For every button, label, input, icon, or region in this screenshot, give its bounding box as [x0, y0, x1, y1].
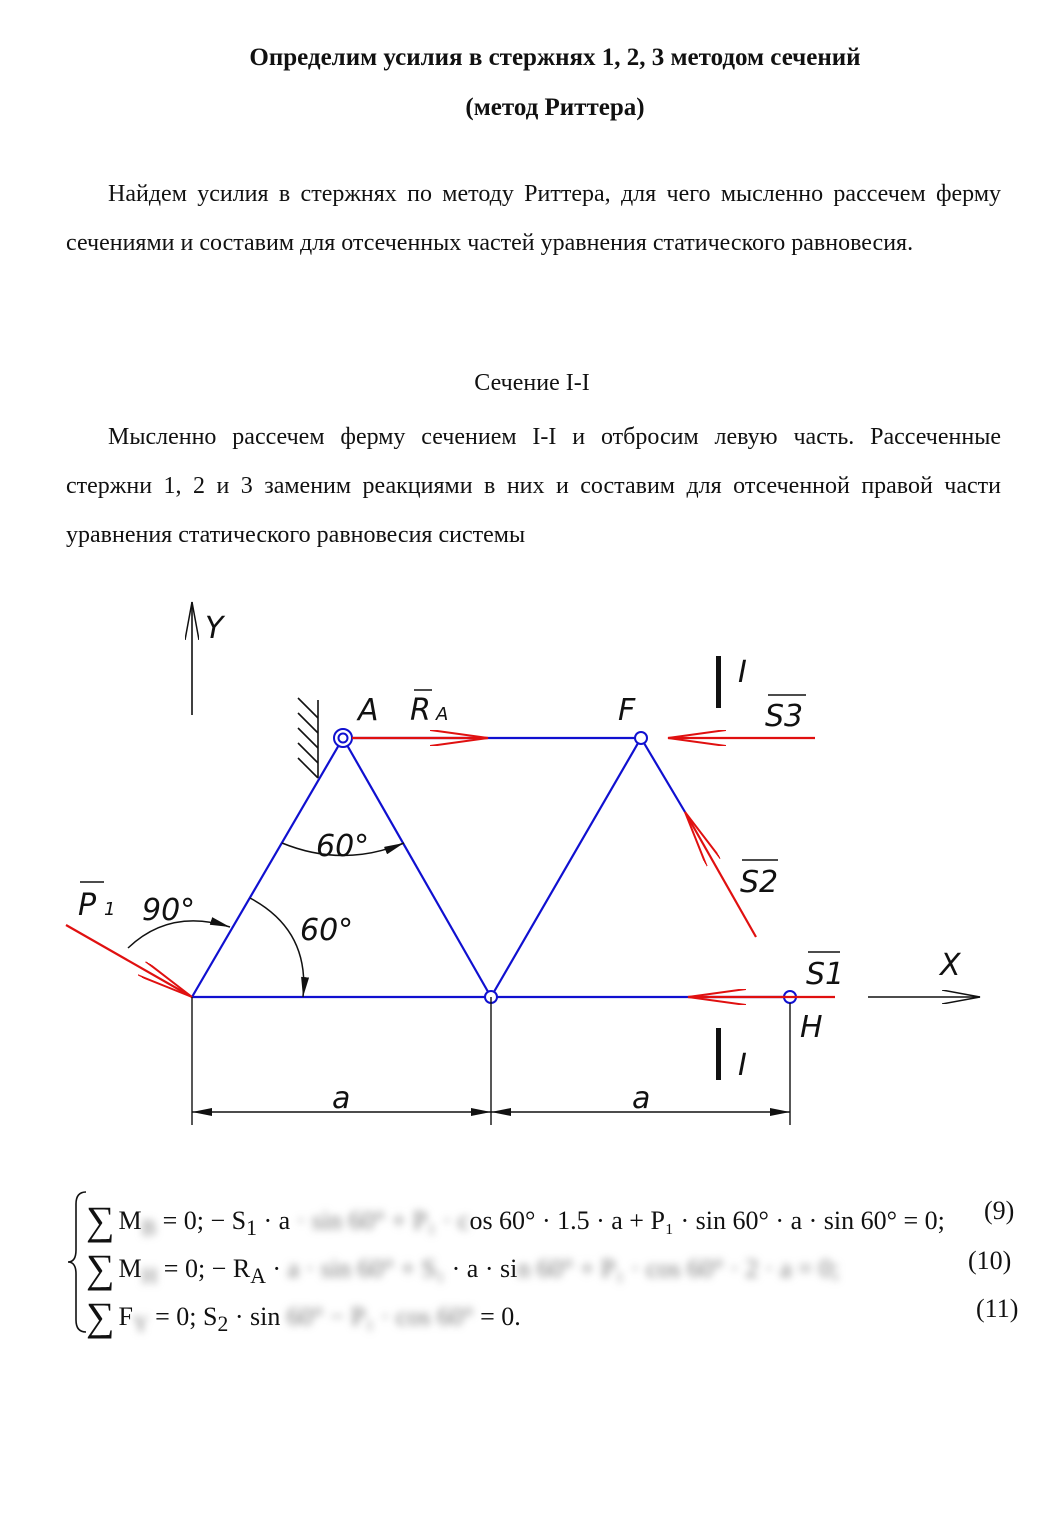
heading-line-2: (метод Риттера) [465, 94, 645, 121]
member-left-diagonal [192, 738, 343, 997]
label-s1 [806, 952, 844, 992]
svg-text:1: 1 [104, 899, 116, 920]
section-mark-bottom-label: I [738, 1048, 747, 1083]
intro-paragraph: Найдем усилия в стержнях по методу Риттера, для чего мысленно рассечем ферму сечениями и составим для отсеченных частей уравнения статического равновесия. [66, 181, 1001, 256]
member-cut-diagonal [641, 738, 685, 812]
svg-text:S3: S3 [765, 699, 804, 734]
equation-9-number: (9) [984, 1196, 1015, 1225]
equation-11-number: (11) [976, 1294, 1019, 1323]
dimension-a-right: a [632, 1081, 651, 1116]
y-axis-label: Y [205, 611, 224, 646]
node-f [635, 732, 647, 744]
svg-text:P: P [78, 888, 97, 923]
wall-support [298, 698, 318, 778]
angle-label-left: 60° [300, 913, 354, 948]
dimensions [192, 997, 790, 1125]
node-a-label: A [358, 693, 379, 728]
truss-nodes [334, 729, 796, 1003]
section-mark-top-label: I [738, 655, 747, 690]
x-axis [868, 948, 980, 997]
dimension-a-left: a [332, 1081, 351, 1116]
section-paragraph: Мысленно рассечем ферму сечением I-I и отбросим левую часть. Рассеченные стержни 1, 2 и 3 заменим реакциями в них и составим для отсеченной правой части уравнения статического равновесия системы [66, 424, 1001, 548]
label-s2 [740, 860, 778, 900]
section-mark-top-bar [716, 656, 721, 708]
angle-label-top: 60° [316, 829, 370, 864]
force-p1-arrow [66, 925, 192, 997]
y-axis [192, 602, 226, 715]
truss-diagram [0, 580, 1042, 1140]
equation-11: ∑ $F_Y = 0$; $S_2 \cdot \sin 60^\circ - P_1 \cdot \cos 60^\circ = 0$. [86, 1294, 521, 1339]
svg-text:R: R [410, 693, 431, 728]
forces [66, 738, 835, 997]
label-s3 [765, 695, 806, 734]
svg-text:A: A [436, 704, 449, 725]
label-p1 [78, 882, 115, 923]
heading-line-1: Определим усилия в стержнях 1, 2, 3 методом сечений [249, 44, 861, 71]
svg-text:S2: S2 [740, 865, 779, 900]
equation-10-number: (10) [968, 1246, 1012, 1275]
x-axis-label: X [940, 948, 961, 983]
member-mid-diagonal-2 [491, 738, 641, 997]
svg-text:S1: S1 [806, 957, 845, 992]
node-h-label: H [800, 1010, 823, 1045]
section-title: Сечение I-I [474, 370, 590, 396]
truss-members [192, 738, 790, 997]
equation-10: ∑ $M_H = 0$; − $R_A \cdot a \cdot \sin 60^\circ + S_1 \cdot a \cdot \sin 60^\circ + P_1 \cdot \cos 60^\circ \cdot 2 \cdot a = 0$; [86, 1246, 840, 1291]
member-mid-diagonal-1 [343, 738, 491, 997]
equation-9: ∑ $M_B = 0$; − $S_1 \cdot a \cdot \sin 60^\circ + P_1 \cdot \cos 60^\circ \cdot 1.5 \cdot a + P_1 \cdot \sin 60^\circ \cdot a \cdot \sin 60^\circ = 0$; [86, 1198, 945, 1243]
node-a-inner [339, 734, 348, 743]
node-f-label: F [618, 693, 636, 728]
angle-label-p1: 90° [142, 893, 196, 928]
label-ra [410, 690, 448, 728]
angle-arc-left [250, 898, 304, 997]
section-mark-bottom-bar [716, 1028, 721, 1080]
